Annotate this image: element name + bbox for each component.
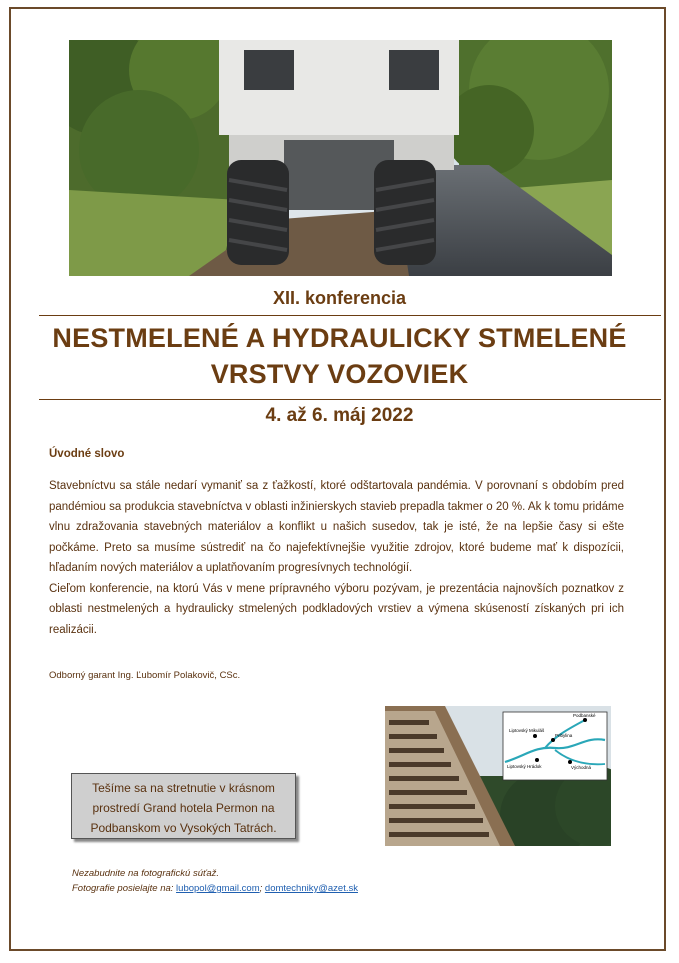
- map-label-podbanske: Podbanské: [573, 713, 596, 718]
- title-rule-top: [39, 315, 661, 316]
- map-point-pribylina: [551, 738, 555, 742]
- map-point-hradok: [535, 758, 539, 762]
- title-line-1: NESTMELENÉ A HYDRAULICKY STMELENÉ: [52, 323, 627, 353]
- garant-line: Odborný garant Ing. Ľubomír Polakovič, CSc.: [49, 670, 241, 681]
- map-point-mikulas: [533, 734, 537, 738]
- header-photo: [69, 40, 612, 276]
- conference-date: 4. až 6. máj 2022: [265, 405, 414, 426]
- photo-contest-note: [72, 866, 358, 896]
- hotel-photo: [385, 706, 611, 846]
- title-line-2: VRSTVY VOZOVIEK: [210, 359, 469, 389]
- contest-submit-line: [72, 881, 358, 896]
- map-point-vychodna: [568, 760, 572, 764]
- welcome-box: Tešíme sa na stretnutie v krásnom prostredí Grand hotela Permon na Podbanskom vo Vysokých Tatrách.: [71, 773, 296, 839]
- email-separator: ;: [259, 883, 265, 894]
- map-label-hradok: Liptovský Hrádok: [507, 764, 542, 769]
- conference-edition: XII. konferencia: [272, 288, 407, 308]
- title-rule-bottom: [39, 399, 661, 400]
- conference-title: [0, 320, 679, 392]
- map-label-pribylina: Pribylina: [555, 733, 573, 738]
- map-point-podbanske: [583, 718, 587, 722]
- intro-heading: Úvodné slovo: [49, 448, 125, 460]
- email-link-lubopol[interactable]: lubopol@gmail.com: [176, 883, 260, 894]
- intro-paragraph-2: Cieľom konferencie, na ktorú Vás v mene prípravného výboru pozývam, je prezentácia najnovších poznatkov z oblasti nestmelených a hydraulicky stmelených podkladových vrstiev a výmena skúseností získaných pri ich realizácii.: [49, 582, 624, 636]
- submit-prefix: Fotografie posielajte na:: [72, 883, 177, 894]
- map-label-mikulas: Liptovský Mikuláš: [509, 728, 545, 733]
- intro-text: [49, 476, 624, 640]
- email-link-domtechniky[interactable]: domtechniky@azet.sk: [264, 883, 358, 894]
- map-label-vychodna: Východná: [571, 765, 592, 770]
- intro-paragraph-1: Stavebníctvu sa stále nedarí vymaniť sa z ťažkostí, ktoré odštartovala pandémia. V porovnaní s obdobím pred pandémiou sa produkcia stavebníctva v oblasti inžinierskych stavieb prepadla takmer o 20 %. Ak k tomu pridáme vlnu zdražovania stavebných materiálov a konflikt u našich susedov, tak je isté, že na lepšie časy si ešte počkáme. Preto sa musíme sústrediť na čo najefektívnejšie využitie zdrojov, ktoré budeme mať k dispozícii, hľadaním nových materiálov a uplatňovaním progresívnych technológií.: [49, 480, 624, 574]
- contest-reminder: Nezabudnite na fotografickú súťaž.: [72, 868, 220, 879]
